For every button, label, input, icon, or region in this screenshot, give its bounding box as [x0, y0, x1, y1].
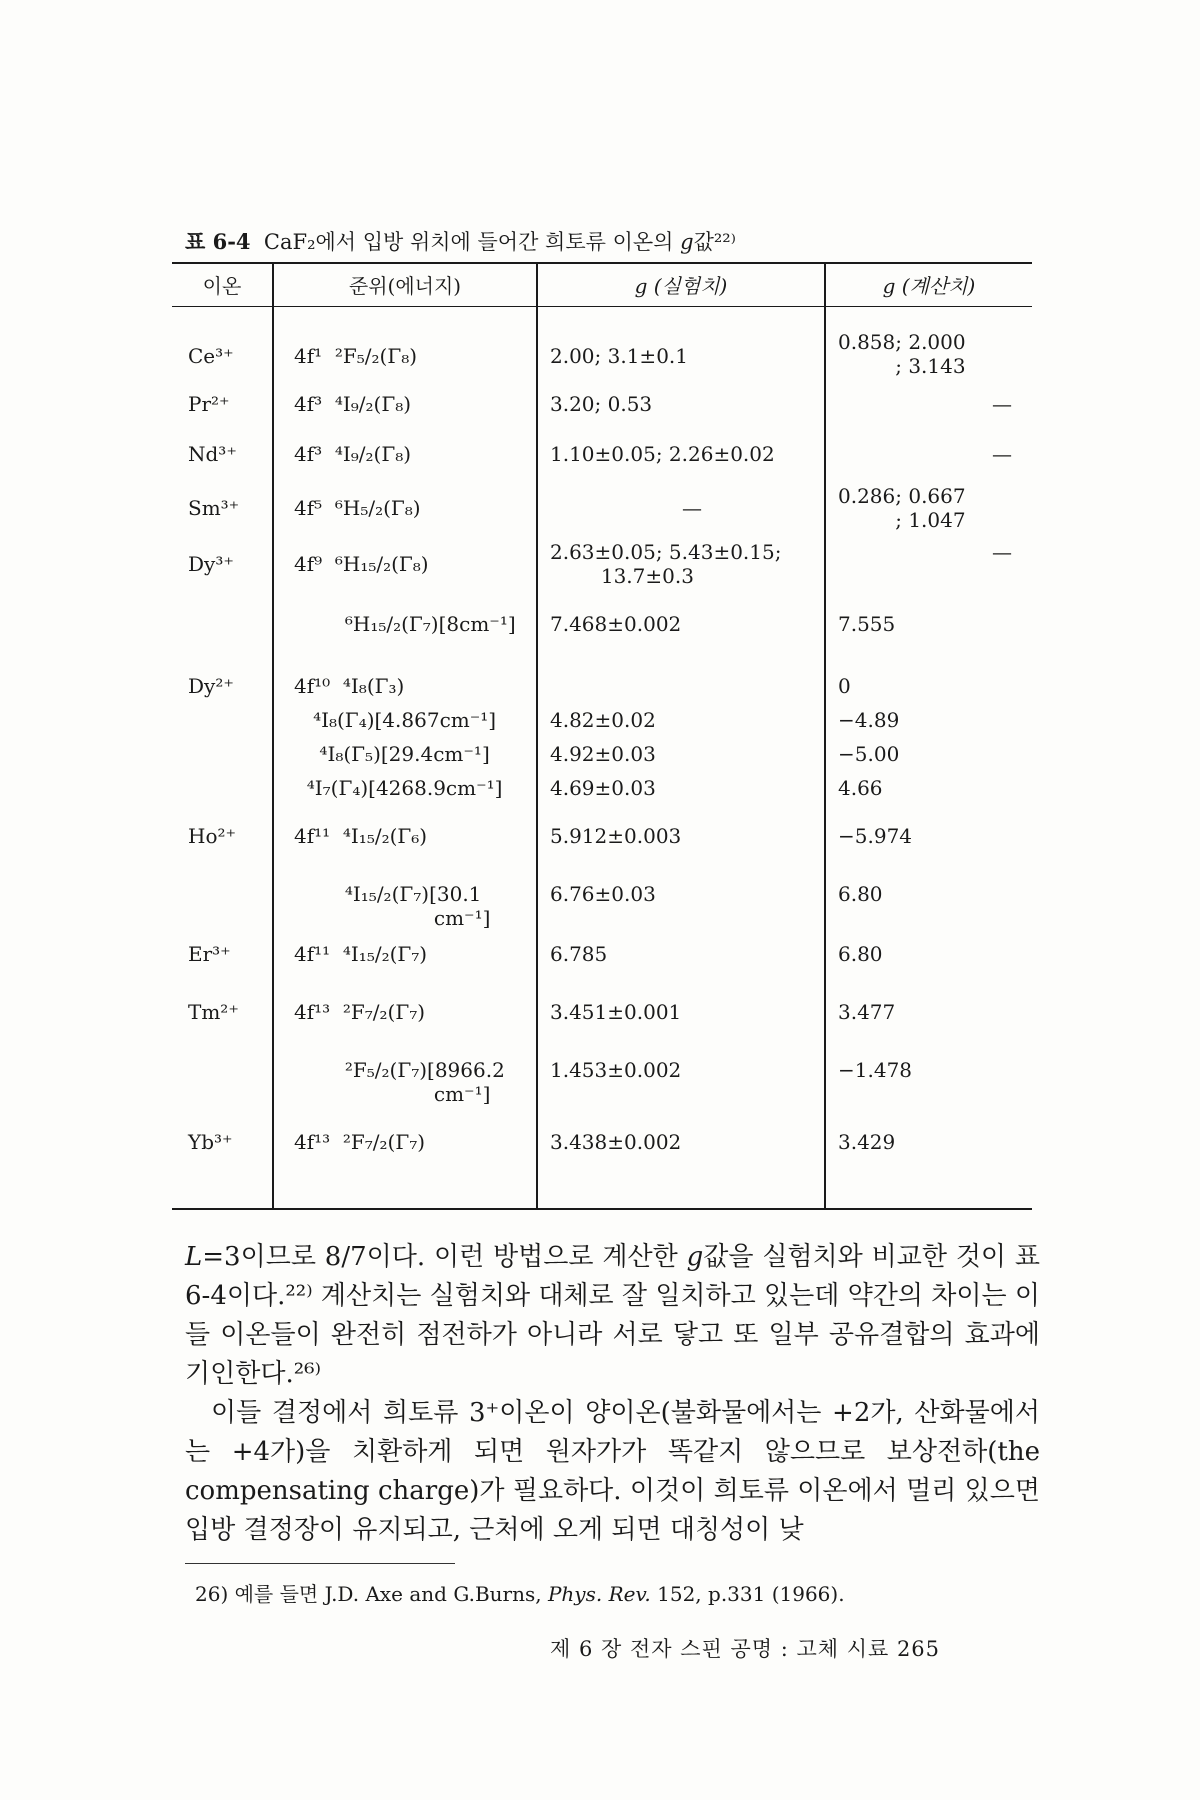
cell-g-calc: −1.478	[838, 1058, 913, 1082]
cell-g-calc: —	[992, 442, 1012, 466]
cell-g-calc: 0.858; 2.000 ; 3.143	[838, 330, 966, 378]
cell-level: ⁶H₁₅/₂(Γ₇)[8cm⁻¹]	[294, 612, 516, 636]
cell-g-exp: 1.453±0.002	[550, 1058, 682, 1082]
table-header-rule	[172, 306, 1032, 307]
cell-g-calc: 4.66	[838, 776, 883, 800]
cell-g-calc: −4.89	[838, 708, 900, 732]
cell-ion: Pr²⁺	[188, 392, 230, 416]
page-footer: 제 6 장 전자 스핀 공명 : 고체 시료 265	[550, 1637, 941, 1661]
cell-g-calc: −5.00	[838, 742, 900, 766]
cell-level: 4f¹¹ ⁴I₁₅/₂(Γ₇)	[294, 942, 428, 966]
header-level: 준위(에너지)	[348, 274, 462, 298]
cell-ion: Yb³⁺	[188, 1130, 233, 1154]
cell-ion: Ce³⁺	[188, 344, 234, 368]
header-g-exp: g (실험치)	[634, 274, 728, 298]
table-bottom-rule	[172, 1208, 1032, 1210]
cell-ion: Dy³⁺	[188, 552, 234, 576]
cell-g-calc: —	[992, 392, 1012, 416]
cell-level: ⁴I₈(Γ₅)[29.4cm⁻¹]	[294, 742, 490, 766]
cell-level: 4f⁵ ⁶H₅/₂(Γ₈)	[294, 496, 421, 520]
header-g-calc: g (계산치)	[882, 274, 976, 298]
cell-g-exp: 7.468±0.002	[550, 612, 682, 636]
symbol-L: L	[185, 1242, 203, 1272]
footnote: 26) 예를 들면 J.D. Axe and G.Burns, Phys. Rev. 152, p.331 (1966).	[195, 1582, 845, 1606]
cell-g-calc: 0	[838, 674, 851, 698]
cell-g-calc: —	[992, 540, 1012, 564]
cell-level: ²F₅/₂(Γ₇)[8966.2 cm⁻¹]	[344, 1058, 505, 1106]
g-value-table	[172, 262, 1032, 1210]
cell-g-calc: 3.429	[838, 1130, 896, 1154]
cell-g-calc: 7.555	[838, 612, 896, 636]
cell-g-exp: 2.63±0.05; 5.43±0.15; 13.7±0.3	[550, 540, 782, 588]
cell-ion: Sm³⁺	[188, 496, 240, 520]
caption-g-symbol: g	[680, 230, 694, 254]
cell-level: 4f⁹ ⁶H₁₅/₂(Γ₈)	[294, 552, 429, 576]
cell-g-exp: 3.438±0.002	[550, 1130, 682, 1154]
cell-g-exp: 2.00; 3.1±0.1	[550, 344, 688, 368]
cell-g-exp: 3.20; 0.53	[550, 392, 653, 416]
paragraph: 이들 결정에서 희토류 3⁺이온이 양이온(불화물에서는 +2가, 산화물에서는 +4가)을 치환하게 되면 원자가가 똑같지 않으므로 보상전하(the compensating charge)가 필요하다. 이것이 희토류 이온에서 멀리 있으면 입방 결정장이 유지되고, 근처에 오게 되면 대칭성이 낮	[185, 1398, 1040, 1545]
cell-level: ⁴I₇(Γ₄)[4268.9cm⁻¹]	[294, 776, 503, 800]
cell-level: ⁴I₁₅/₂(Γ₇)[30.1 cm⁻¹]	[344, 882, 491, 930]
table-label: 표 6-4	[185, 229, 251, 254]
cell-level: 4f¹⁰ ⁴I₈(Γ₃)	[294, 674, 405, 698]
cell-level: 4f³ ⁴I₉/₂(Γ₈)	[294, 392, 412, 416]
cell-g-exp: 4.69±0.03	[550, 776, 656, 800]
cell-g-exp: 1.10±0.05; 2.26±0.02	[550, 442, 775, 466]
cell-ion: Dy²⁺	[188, 674, 234, 698]
table-vline-3	[824, 262, 826, 1210]
cell-ion: Er³⁺	[188, 942, 231, 966]
caption-text: CaF₂에서 입방 위치에 들어간 희토류 이온의	[263, 230, 674, 254]
cell-g-exp: 6.76±0.03	[550, 882, 656, 906]
cell-g-calc: 6.80	[838, 882, 883, 906]
cell-g-calc: −5.974	[838, 824, 913, 848]
cell-ion: Ho²⁺	[188, 824, 237, 848]
cell-g-exp: 5.912±0.003	[550, 824, 682, 848]
cell-level: 4f¹¹ ⁴I₁₅/₂(Γ₆)	[294, 824, 428, 848]
cell-level: 4f¹³ ²F₇/₂(Γ₇)	[294, 1130, 426, 1154]
footnote-rule	[185, 1563, 455, 1564]
journal-name: Phys. Rev.	[547, 1582, 651, 1606]
header-ion: 이온	[202, 274, 242, 298]
symbol-g: g	[686, 1242, 704, 1272]
cell-level: 4f¹³ ²F₇/₂(Γ₇)	[294, 1000, 426, 1024]
paragraph: L=3이므로 8/7이다. 이런 방법으로 계산한 g값을 실험치와 비교한 것이 표 6-4이다.²²⁾ 계산치는 실험치와 대체로 잘 일치하고 있는데 약간의 차이는 이들 이온들이 완전히 점전하가 아니라 서로 닿고 또 일부 공유결합의 효과에 기인한다.²⁶⁾	[185, 1242, 1041, 1389]
cell-g-exp: —	[682, 496, 702, 520]
table-top-rule	[172, 262, 1032, 264]
table-caption	[185, 226, 736, 256]
cell-g-exp: 3.451±0.001	[550, 1000, 682, 1024]
cell-level: ⁴I₈(Γ₄)[4.867cm⁻¹]	[294, 708, 497, 732]
cell-ion: Nd³⁺	[188, 442, 237, 466]
table-vline-2	[536, 262, 538, 1210]
table-vline-1	[272, 262, 274, 1210]
cell-g-exp: 4.92±0.03	[550, 742, 656, 766]
cell-ion: Tm²⁺	[188, 1000, 239, 1024]
cell-level: 4f³ ⁴I₉/₂(Γ₈)	[294, 442, 412, 466]
cell-g-calc: 3.477	[838, 1000, 896, 1024]
cell-g-calc: 6.80	[838, 942, 883, 966]
cell-g-exp: 6.785	[550, 942, 608, 966]
caption-suffix: 값²²⁾	[693, 230, 736, 254]
body-text	[185, 1238, 1040, 1550]
cell-level: 4f¹ ²F₅/₂(Γ₈)	[294, 344, 418, 368]
cell-g-exp: 4.82±0.02	[550, 708, 656, 732]
cell-g-calc: 0.286; 0.667 ; 1.047	[838, 484, 966, 532]
